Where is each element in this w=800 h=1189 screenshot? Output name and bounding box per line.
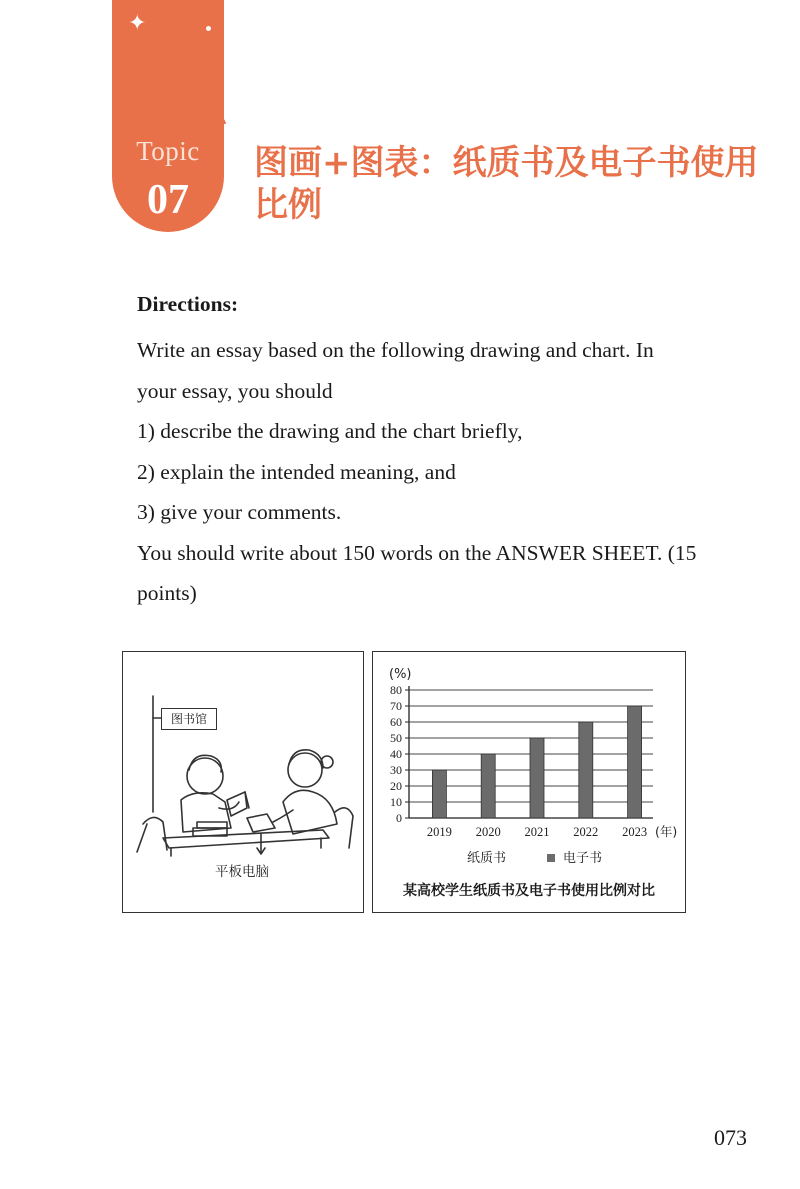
x-tick-label: 2022 [573, 825, 599, 839]
y-tick-label: 60 [390, 715, 402, 729]
x-tick-label: 2023 [622, 825, 648, 839]
bar-ebook-2019 [432, 770, 446, 818]
directions-section [137, 290, 697, 614]
sparkle-icon: ✦ [128, 10, 147, 35]
tablet-label: 平板电脑 [215, 864, 269, 880]
bar-ebook-2021 [530, 738, 544, 818]
topic-title: 图画+图表：纸质书及电子书使用比例 [254, 143, 759, 225]
chart-panel [372, 651, 686, 913]
y-tick-label: 0 [396, 811, 402, 825]
directions-line: You should write about 150 words on the ANSWER SHEET. (15 points) [137, 540, 697, 605]
bar-chart [373, 652, 685, 912]
x-tick-label: 2020 [475, 825, 501, 839]
page-number: 073 [714, 1125, 747, 1150]
bar-ebook-2022 [579, 722, 593, 818]
legend-label-ebook: 电子书 [563, 851, 603, 866]
y-tick-label: 70 [390, 699, 402, 713]
legend-swatch-ebook [547, 854, 555, 862]
y-tick-label: 30 [390, 763, 402, 777]
library-sign: 图书馆 [161, 708, 217, 730]
bar-ebook-2020 [481, 754, 495, 818]
topic-number: 07 [147, 177, 189, 223]
directions-line: 3) give your comments. [137, 500, 342, 524]
drawing-panel [122, 651, 364, 913]
y-tick-label: 40 [390, 747, 402, 761]
dot-icon [206, 26, 211, 31]
legend-label-paper: 纸质书 [467, 851, 507, 866]
directions-line: Write an essay based on the following drawing and chart. In your essay, you should [137, 338, 654, 403]
y-tick-label: 80 [390, 683, 402, 697]
legend-swatch-paper [439, 853, 449, 863]
directions-line: 1) describe the drawing and the chart briefly, [137, 419, 523, 443]
bar-ebook-2023 [628, 706, 642, 818]
chart-title: 某高校学生纸质书及电子书使用比例对比 [403, 883, 655, 899]
directions-line: 2) explain the intended meaning, and [137, 459, 456, 484]
directions-heading: Directions: [137, 292, 239, 316]
y-tick-label: 50 [390, 731, 402, 745]
x-tick-label: 2021 [524, 825, 550, 839]
directions-body [137, 330, 697, 614]
x-tick-label: 2019 [426, 825, 452, 839]
y-tick-label: 20 [390, 779, 402, 793]
y-tick-label: 10 [390, 795, 402, 809]
topic-label: Topic [136, 136, 200, 166]
y-unit-label: (%) [389, 667, 412, 682]
x-unit-label: (年) [655, 824, 678, 839]
